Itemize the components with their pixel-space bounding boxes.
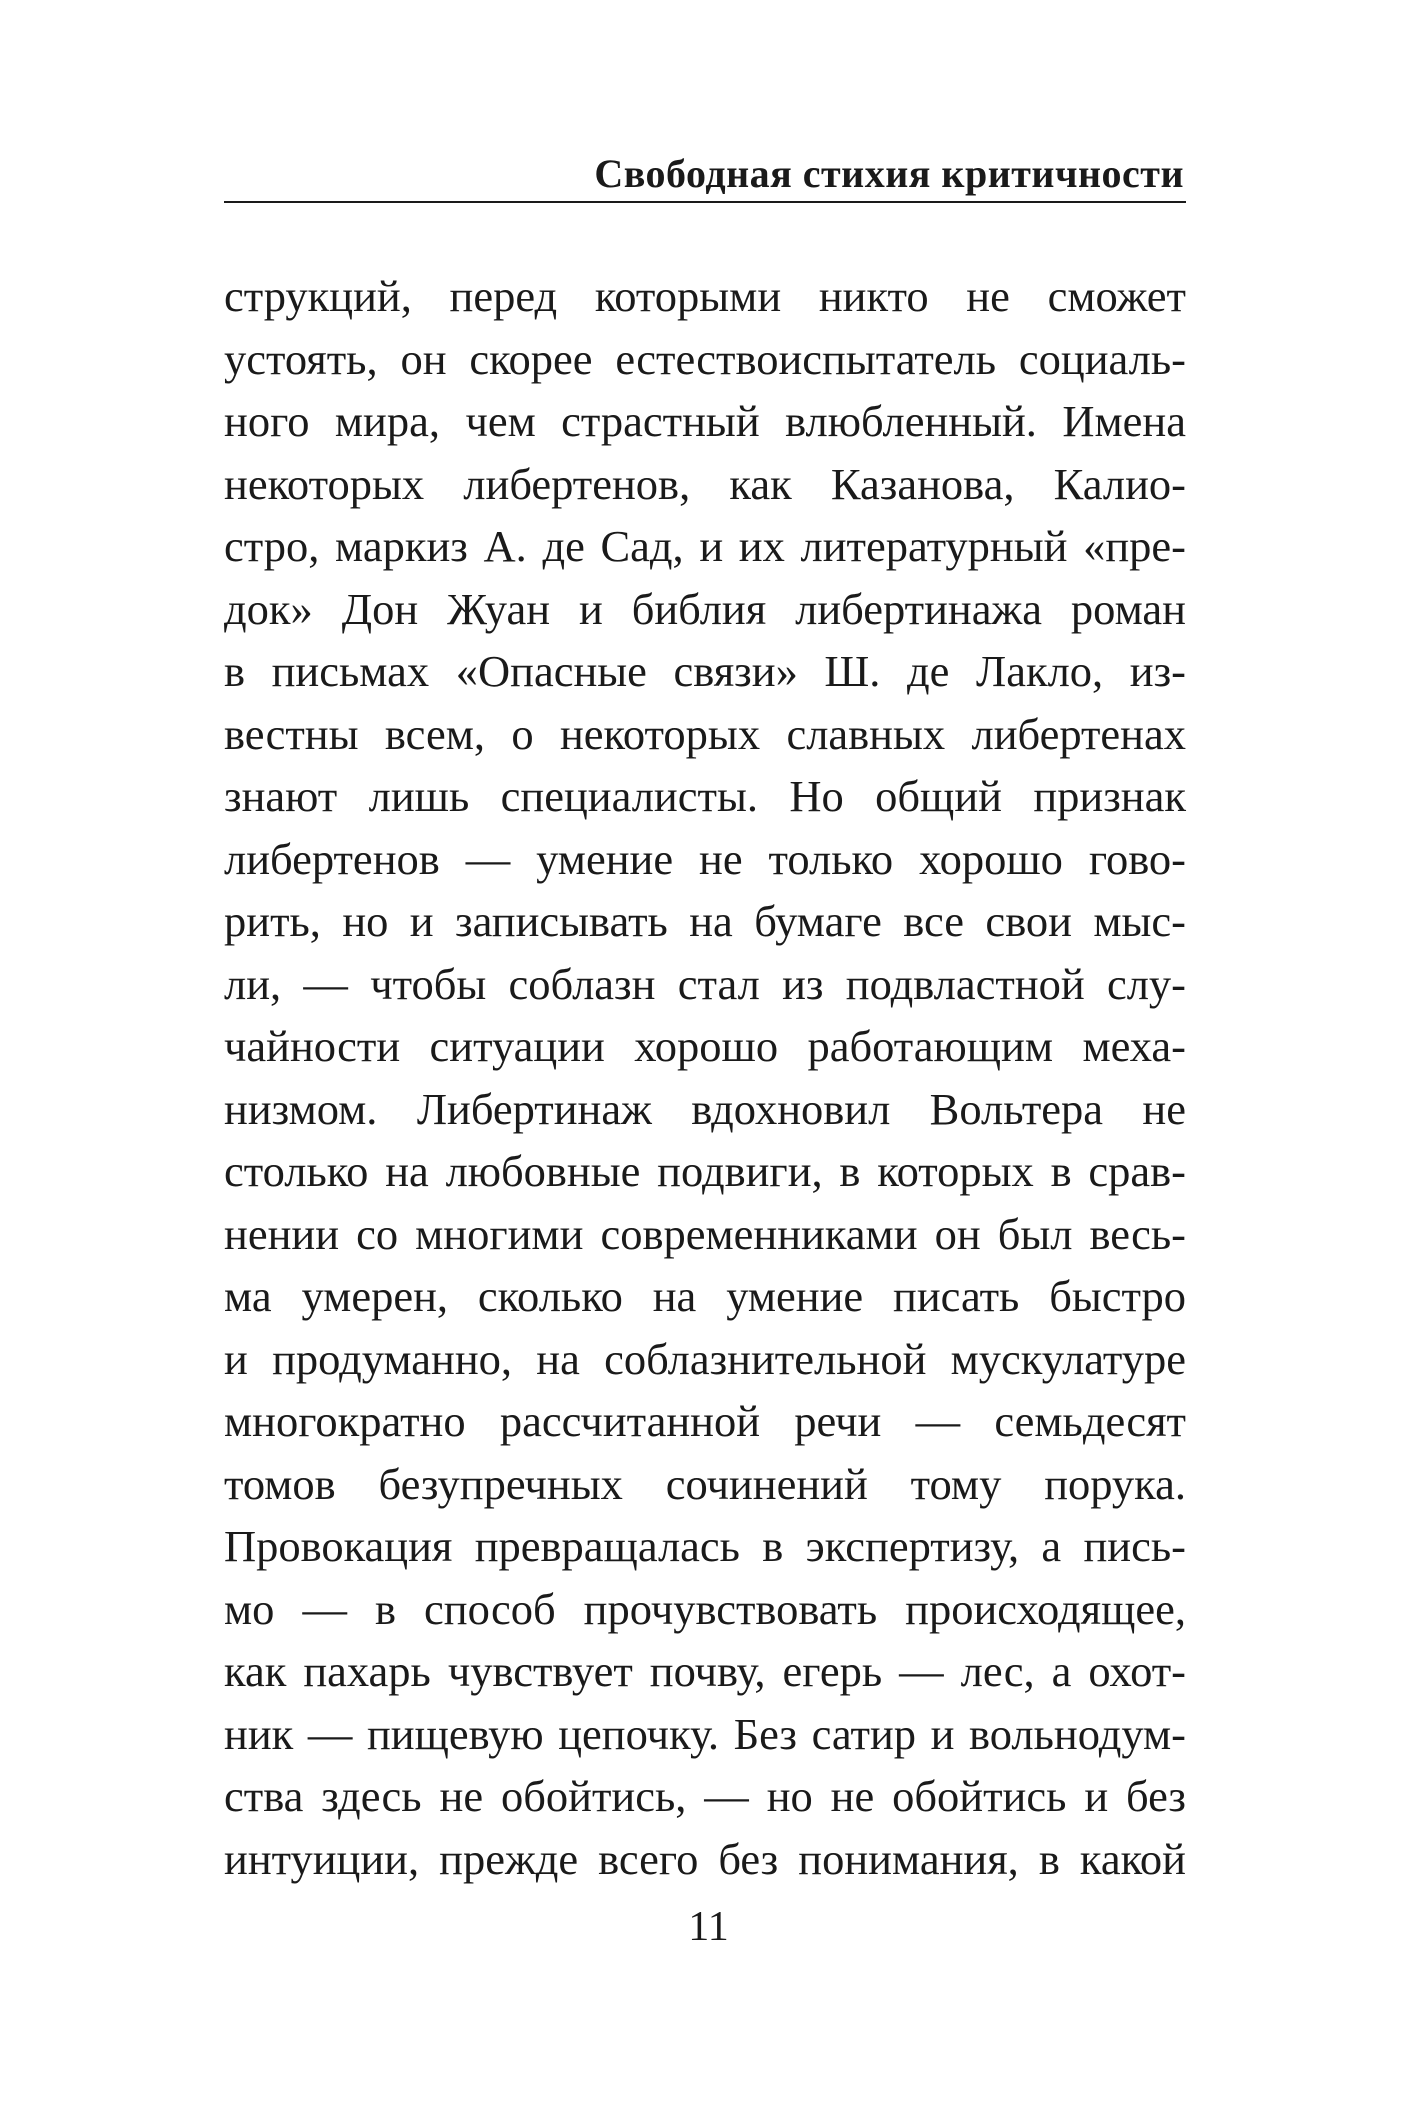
text-line: интуиции, прежде всего без понимания, в какой xyxy=(224,1833,1186,1884)
text-line: ник — пищевую цепочку. Без сатир и вольнодум- xyxy=(224,1708,1186,1759)
text-line: томов безупречных сочинений тому порука. xyxy=(224,1458,1186,1509)
text-line: как пахарь чувствует почву, егерь — лес, а охот- xyxy=(224,1646,1186,1696)
text-line: в письмах «Опасные связи» Ш. де Лакло, из- xyxy=(224,646,1186,696)
text-line: рить, но и записывать на бумаге все свои мыс- xyxy=(224,896,1186,946)
text-line: ма умерен, сколько на умение писать быстро xyxy=(224,1271,1186,1321)
text-line: вестны всем, о некоторых славных либертенах xyxy=(224,708,1186,759)
text-line: док» Дон Жуан и библия либертинажа роман xyxy=(224,583,1186,634)
text-line: устоять, он скорее естествоиспытатель социаль- xyxy=(224,333,1186,384)
text-line: струкций, перед которыми никто не сможет xyxy=(224,271,1186,321)
text-line: многократно рассчитанной речи — семьдесят xyxy=(224,1396,1186,1446)
text-line: некоторых либертенов, как Казанова, Калио- xyxy=(224,458,1186,509)
text-line: низмом. Либертинаж вдохновил Вольтера не xyxy=(224,1083,1186,1134)
text-line: ства здесь не обойтись, — но не обойтись и без xyxy=(224,1771,1186,1821)
body-text xyxy=(224,265,1186,1890)
text-line: ли, — чтобы соблазн стал из подвластной слу- xyxy=(224,958,1186,1009)
text-line: знают лишь специалисты. Но общий признак xyxy=(224,771,1186,821)
text-line: чайности ситуации хорошо работающим меха- xyxy=(224,1021,1186,1071)
text-line: стро, маркиз А. де Сад, и их литературный «пре- xyxy=(224,521,1186,571)
header-rule xyxy=(224,201,1186,203)
text-line: либертенов — умение не только хорошо гово- xyxy=(224,833,1186,884)
text-line: Провокация превращалась в экспертизу, а пись- xyxy=(224,1521,1186,1571)
text-line: нении со многими современниками он был весь- xyxy=(224,1208,1186,1259)
text-line: и продуманно, на соблазнительной мускулатуре xyxy=(224,1333,1186,1384)
page-number: 11 xyxy=(688,1904,729,1950)
text-line: столько на любовные подвиги, в которых в срав- xyxy=(224,1146,1186,1196)
running-head: Свободная стихия критичности xyxy=(594,151,1184,196)
text-line: ного мира, чем страстный влюбленный. Имена xyxy=(224,396,1186,446)
text-line: мо — в способ прочувствовать происходящее, xyxy=(224,1583,1186,1634)
